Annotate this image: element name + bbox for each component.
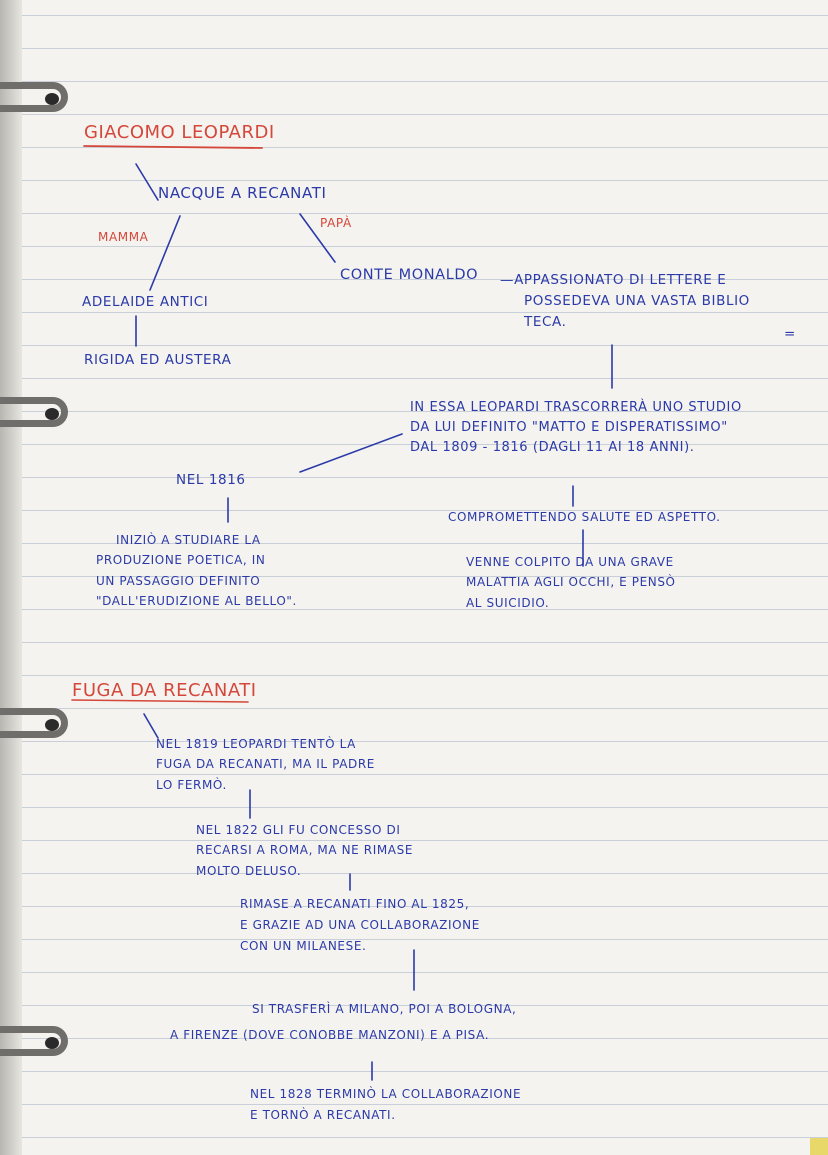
escape-1819-note: [156, 734, 375, 795]
recanati-1825-note: [240, 894, 480, 957]
text-line: —APPASSIONATO DI LETTERE E: [500, 272, 727, 288]
page-title: GIACOMO LEOPARDI: [84, 122, 275, 143]
illness-note: [466, 552, 676, 613]
text-line: NEL 1828 TERMINÒ LA COLLABORAZIONE: [250, 1087, 522, 1101]
moves-note: [170, 996, 516, 1049]
text-line: NEL 1822 GLI FU CONCESSO DI: [196, 823, 401, 837]
text-line: POSSEDEVA UNA VASTA BIBLIO: [524, 292, 750, 309]
text-line: LO FERMÒ.: [156, 777, 227, 792]
text-line: DA LUI DEFINITO "MATTO E DISPERATISSIMO": [410, 420, 728, 436]
text-line: RECARSI A ROMA, MA NE RIMASE: [196, 843, 414, 858]
mother-name: ADELAIDE ANTICI: [82, 294, 209, 310]
text-line: "DALL'ERUDIZIONE AL BELLO".: [96, 594, 297, 609]
equals-mark: =: [784, 326, 796, 342]
birth-note: NACQUE A RECANATI: [158, 184, 327, 202]
text-line: DAL 1809 - 1816 (DAGLI 11 AI 18 ANNI).: [410, 440, 695, 456]
father-name: CONTE MONALDO: [340, 267, 479, 283]
rome-1822-note: [196, 820, 413, 881]
text-line: A FIRENZE (DOVE CONOBBE MANZONI) E A PISA.: [170, 1028, 490, 1043]
text-line: VENNE COLPITO DA UNA GRAVE: [466, 555, 674, 569]
text-line: AL SUICIDIO.: [466, 595, 550, 610]
text-line: SI TRASFERÌ A MILANO, POI A BOLOGNA,: [252, 1002, 517, 1016]
text-line: NEL 1819 LEOPARDI TENTÒ LA: [156, 737, 356, 751]
text-line: UN PASSAGGIO DEFINITO: [96, 573, 261, 588]
text-line: CON UN MILANESE.: [240, 939, 367, 953]
text-line: MALATTIA AGLI OCCHI, E PENSÒ: [466, 575, 676, 590]
text-line: TECA.: [524, 313, 567, 330]
text-line: E TORNÒ A RECANATI.: [250, 1108, 396, 1122]
text-line: RIMASE A RECANATI FINO AL 1825,: [240, 897, 470, 911]
section-title: FUGA DA RECANATI: [72, 680, 257, 701]
poetry-note: [96, 530, 297, 612]
text-line: MOLTO DELUSO.: [196, 863, 302, 878]
father-description: [500, 270, 750, 333]
text-line: FUGA DA RECANATI, MA IL PADRE: [156, 757, 375, 772]
text-line: INIZIÒ A STUDIARE LA: [116, 533, 261, 547]
text-line: E GRAZIE AD UNA COLLABORAZIONE: [240, 918, 480, 932]
mamma-label: MAMMA: [98, 230, 149, 244]
papa-label: PAPÀ: [320, 216, 352, 230]
study-note: [410, 398, 742, 458]
health-note: COMPROMETTENDO SALUTE ED ASPETTO.: [448, 510, 721, 524]
text-line: IN ESSA LEOPARDI TRASCORRERÀ UNO STUDIO: [410, 400, 742, 415]
mother-trait: RIGIDA ED AUSTERA: [84, 352, 232, 368]
end-1828-note: [250, 1084, 521, 1126]
year-1816: NEL 1816: [176, 472, 246, 488]
text-line: PRODUZIONE POETICA, IN: [96, 553, 266, 568]
